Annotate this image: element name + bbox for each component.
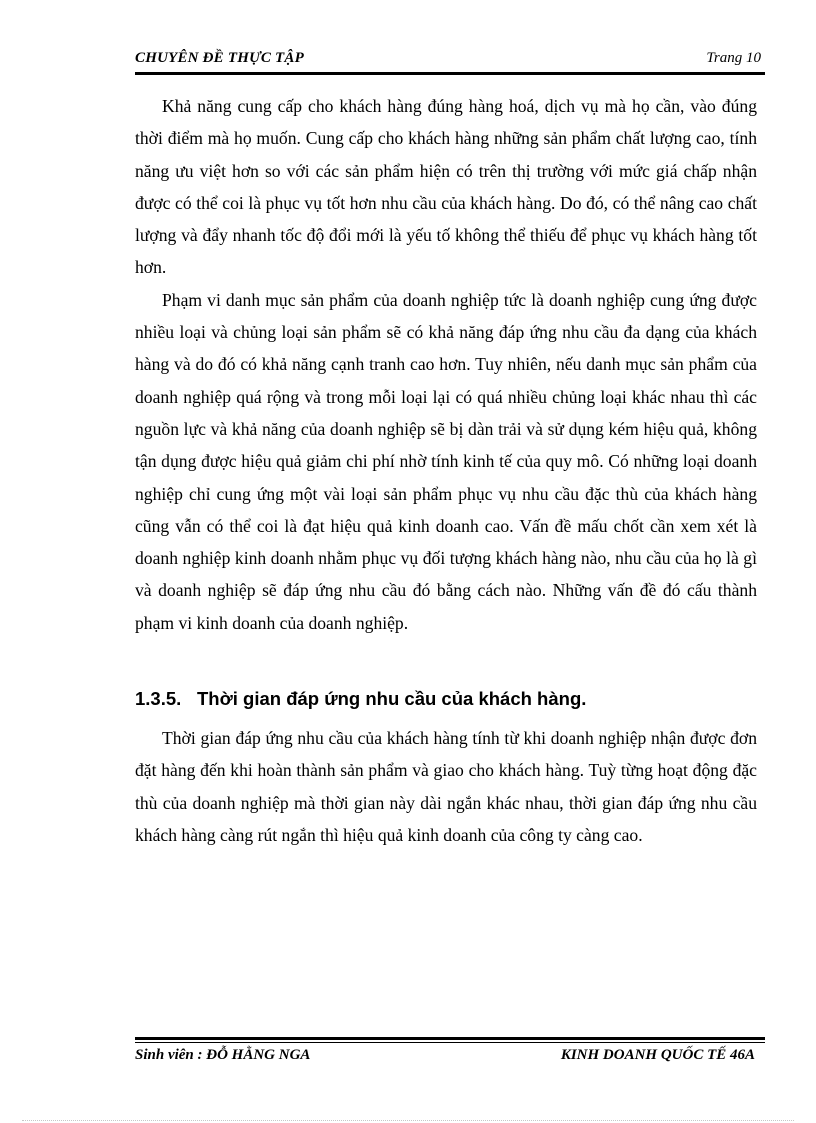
footer-rule-thin bbox=[135, 1042, 765, 1043]
header-rule bbox=[135, 72, 765, 75]
page-footer bbox=[135, 1045, 763, 1069]
body-section bbox=[135, 90, 757, 639]
page-header bbox=[135, 46, 763, 70]
document-title: CHUYÊN ĐỀ THỰC TẬP bbox=[135, 50, 304, 66]
page-number: Trang 10 bbox=[706, 50, 761, 66]
page-edge-divider bbox=[22, 1120, 794, 1121]
section-heading bbox=[135, 688, 586, 710]
footer-rule-thick bbox=[135, 1037, 765, 1040]
paragraph-2: Phạm vi danh mục sản phẩm của doanh nghiệp tức là doanh nghiệp cung ứng được nhiều loại và chủng loại sản phẩm sẽ có khả năng đáp ứng nhu cầu đa dạng của khách hàng và do đó có khả năng cạnh tranh cao hơn. Tuy nhiên, nếu danh mục sản phẩm của doanh nghiệp quá rộng và trong mỗi loại lại có quá nhiều chủng loại khác nhau thì các nguồn lực và khả năng của doanh nghiệp sẽ bị dàn trải và sử dụng kém hiệu quả, không tận dụng được hiệu quả giảm chi phí nhờ tính kinh tế của quy mô. Có những loại doanh nghiệp chỉ cung ứng một vài loại sản phẩm phục vụ nhu cầu đặc thù của khách hàng cũng vẫn có thể coi là đạt hiệu quả kinh doanh cao. Vấn đề mấu chốt cần xem xét là doanh nghiệp kinh doanh nhằm phục vụ đối tượng khách hàng nào, nhu cầu của họ là gì và doanh nghiệp sẽ đáp ứng nhu cầu đó bằng cách nào. Những vấn đề đó cấu thành phạm vi kinh doanh của doanh nghiệp. bbox=[135, 289, 757, 633]
footer-student: Sinh viên : ĐỖ HẰNG NGA bbox=[135, 1047, 311, 1063]
section-body bbox=[135, 722, 757, 851]
paragraph-3: Thời gian đáp ứng nhu cầu của khách hàng tính từ khi doanh nghiệp nhận được đơn đặt hàng đến khi hoàn thành sản phẩm và giao cho khách hàng. Tuỳ từng hoạt động đặc thù của doanh nghiệp mà thời gian này dài ngắn khác nhau, thời gian đáp ứng nhu cầu khách hàng càng rút ngắn thì hiệu quả kinh doanh của công ty càng cao. bbox=[135, 728, 757, 845]
section-title: Thời gian đáp ứng nhu cầu của khách hàng. bbox=[197, 688, 587, 709]
paragraph-1: Khả năng cung cấp cho khách hàng đúng hàng hoá, dịch vụ mà họ cần, vào đúng thời điểm mà họ muốn. Cung cấp cho khách hàng những sản phẩm chất lượng cao, tính năng ưu việt hơn so với các sản phẩm hiện có trên thị trường với mức giá chấp nhận được có thể coi là phục vụ tốt hơn nhu cầu của khách hàng. Do đó, có thể nâng cao chất lượng và đẩy nhanh tốc độ đổi mới là yếu tố không thể thiếu để phục vụ khách hàng tốt hơn. bbox=[135, 96, 757, 278]
footer-class: KINH DOANH QUỐC TẾ 46A bbox=[560, 1047, 755, 1063]
section-number: 1.3.5. bbox=[135, 688, 182, 709]
